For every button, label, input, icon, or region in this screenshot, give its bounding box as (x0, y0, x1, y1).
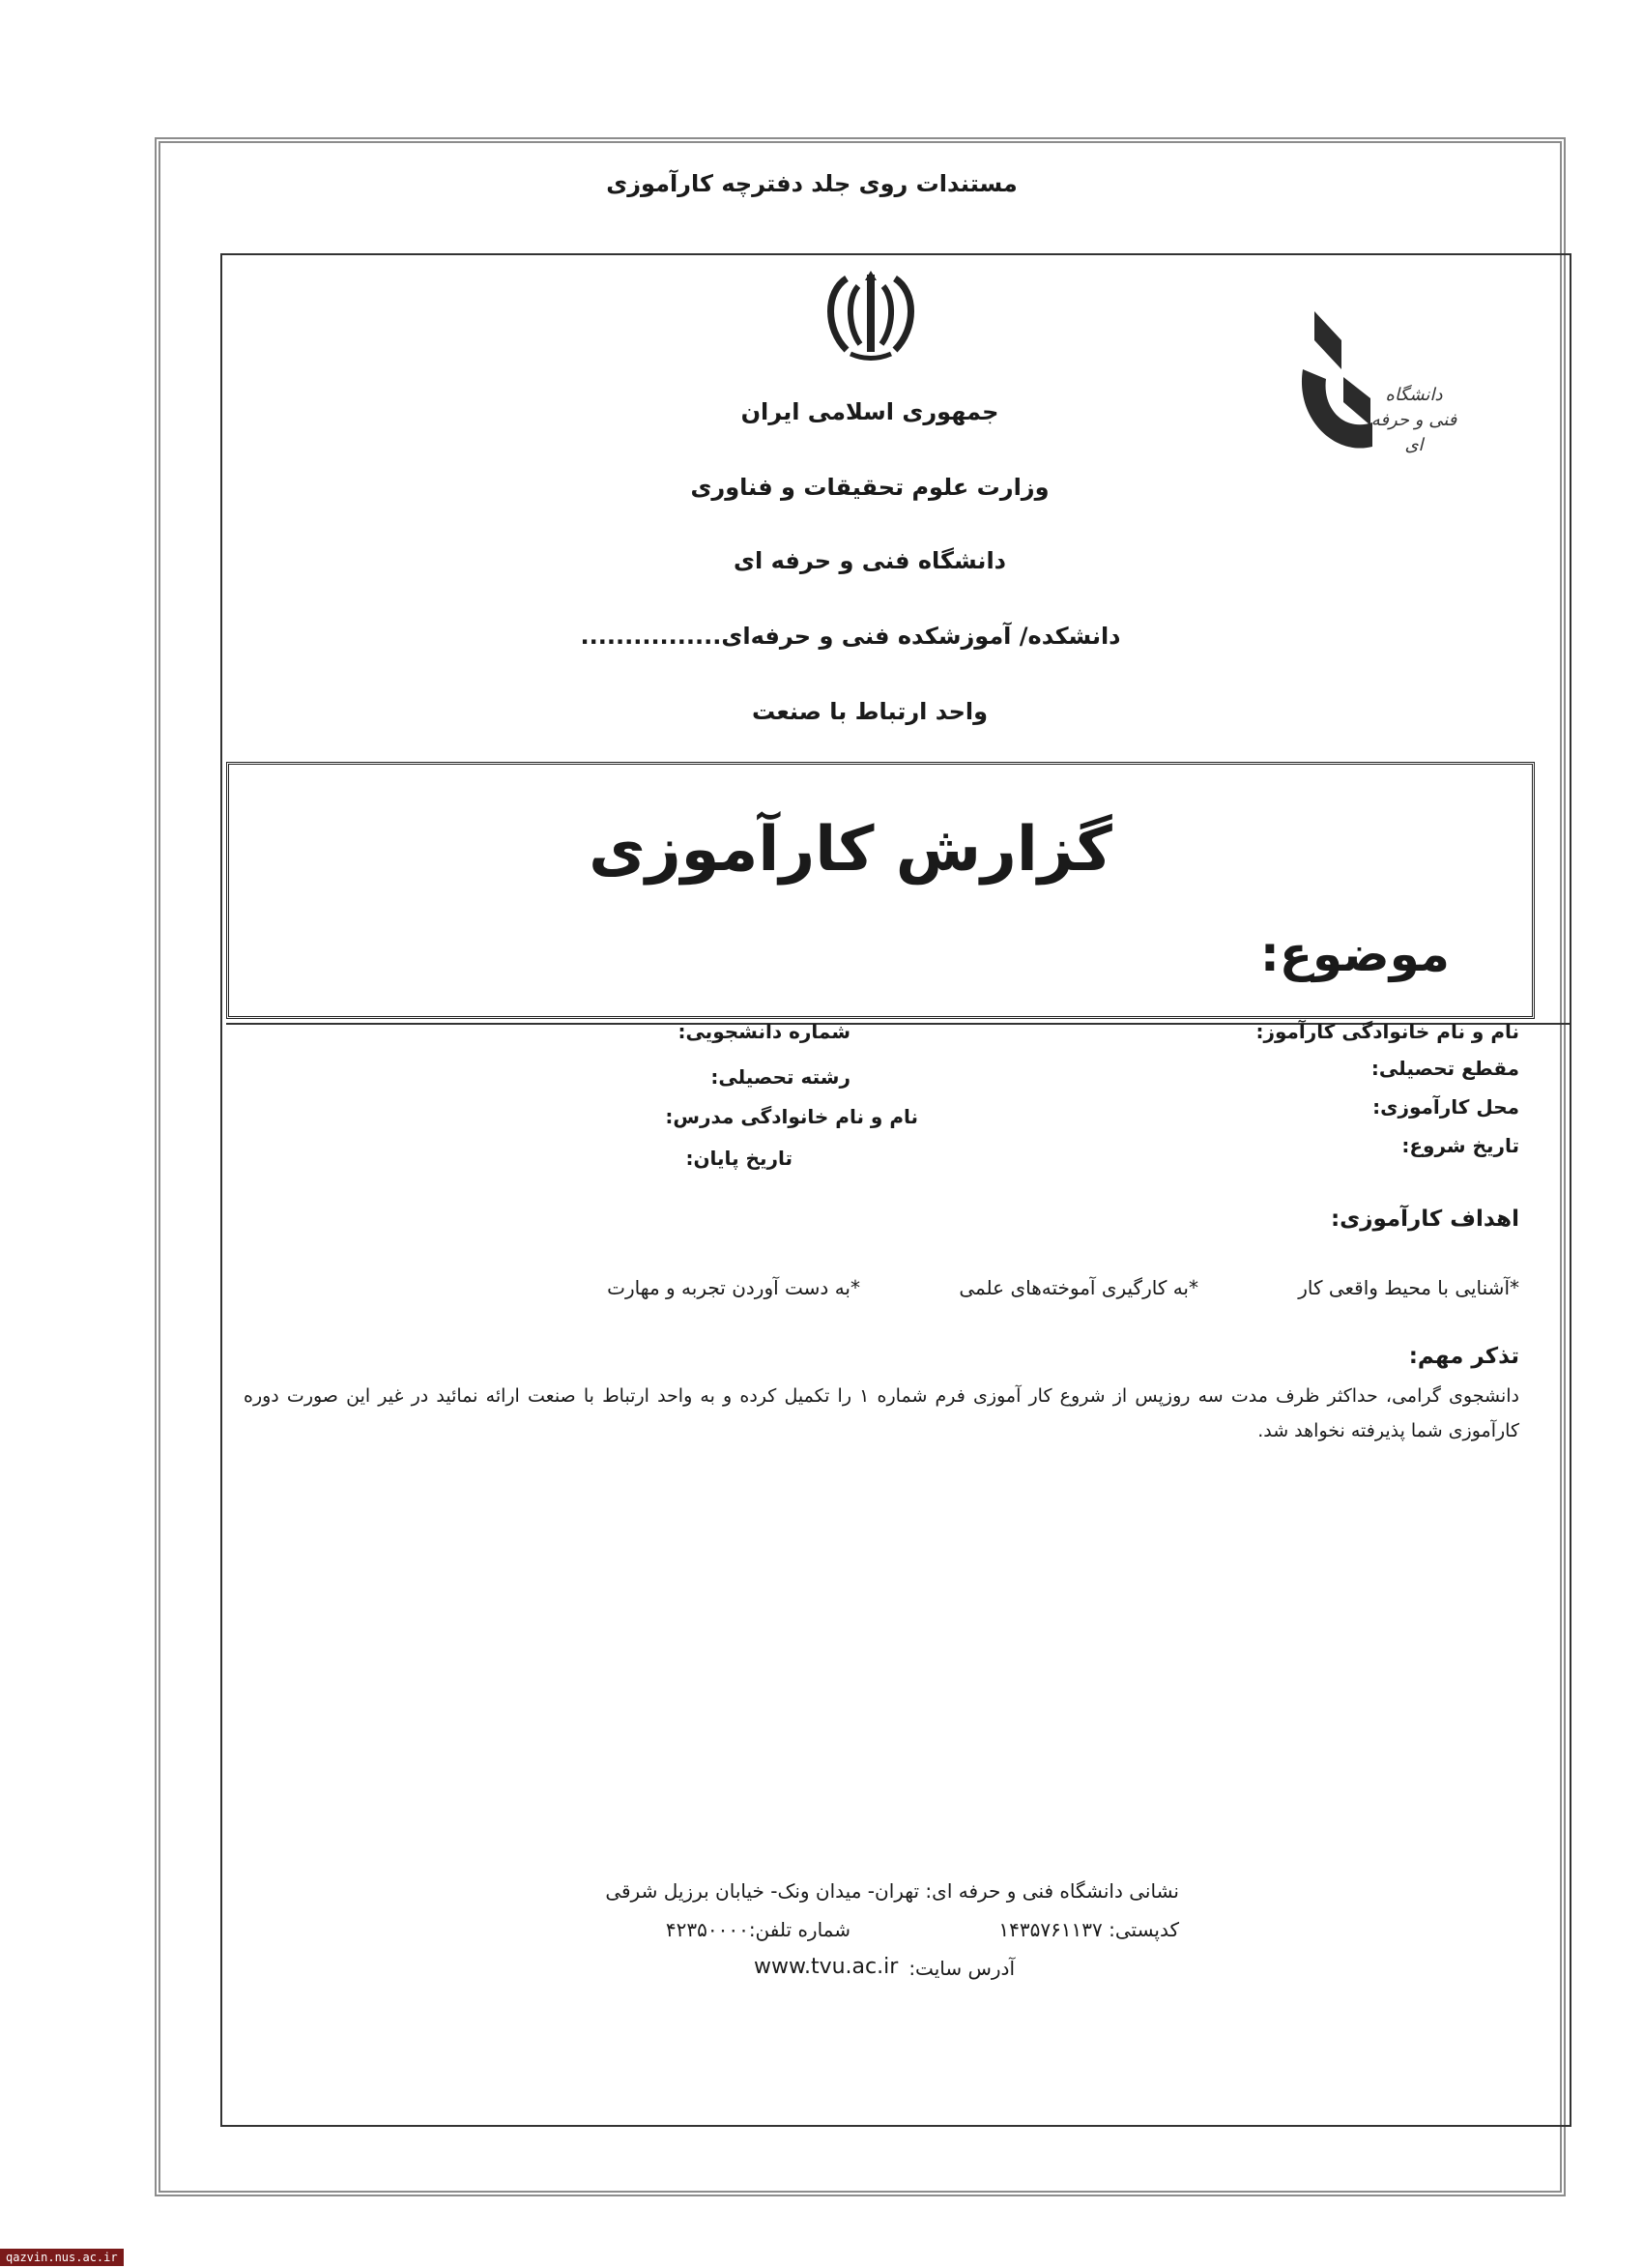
goal-item: *به کارگیری آموخته‌های علمی (959, 1276, 1198, 1299)
corner-source-tag: qazvin.nus.ac.ir (0, 2249, 124, 2266)
inner-frame (220, 253, 1571, 2127)
university-logo-text: دانشگاه فنی و حرفه ای (1370, 385, 1457, 455)
org-line-4: دانشکده/ آموزشکده فنی و حرفه‌ای................ (580, 623, 1121, 650)
footer-phone: شماره تلفن:۴۲۳۵۰۰۰۰ (665, 1918, 850, 1941)
national-emblem-icon (818, 267, 924, 363)
goals-heading: اهداف کارآموزی: (1330, 1207, 1519, 1232)
org-line-3: دانشگاه فنی و حرفه ای (734, 547, 1006, 574)
field-internship-place: محل کارآموزی: (1372, 1095, 1519, 1119)
field-end-date: تاریخ پایان: (685, 1147, 793, 1170)
footer-site-label: آدرس سایت: (908, 1957, 1015, 1980)
footer-address: نشانی دانشگاه فنی و حرفه ای: تهران- میدان ونک- خیابان برزیل شرقی (605, 1879, 1179, 1903)
footer-postal-code: کدپستی: ۱۴۳۵۷۶۱۱۳۷ (998, 1918, 1179, 1941)
field-major: رشته تحصیلی: (710, 1065, 850, 1089)
note-text: دانشجوی گرامی، حداکثر ظرف مدت سه روزپس از شروع کار آموزی فرم شماره ۱ را تکمیل کرده و به واحد ارتباط با صنعت ارائه نمائید در غیر این صورت دوره کارآموزی شما پذیرفته نخواهد شد. (244, 1385, 1519, 1441)
org-line-2: وزارت علوم تحقیقات و فناوری (690, 474, 1050, 501)
report-title: گزارش کارآموزی (589, 814, 1112, 886)
footer-site-url[interactable]: www.tvu.ac.ir (754, 1955, 899, 1979)
field-instructor-name: نام و نام خانوادگی مدرس: (665, 1105, 918, 1128)
goal-item: *آشنایی با محیط واقعی کار (1298, 1276, 1519, 1299)
org-line-5: واحد ارتباط با صنعت (751, 698, 989, 725)
field-trainee-name: نام و نام خانوادگی کارآموز: (1255, 1020, 1519, 1043)
field-student-number: شماره دانشجویی: (677, 1020, 850, 1043)
note-heading: تذکر مهم: (1408, 1344, 1519, 1369)
university-logo-icon (1295, 302, 1382, 476)
field-degree: مقطع تحصیلی: (1370, 1057, 1519, 1080)
goal-item: *به دست آوردن تجربه و مهارت (607, 1276, 860, 1299)
field-start-date: تاریخ شروع: (1401, 1134, 1519, 1157)
page-header-title: مستندات روی جلد دفترچه کارآموزی (606, 170, 1018, 197)
subject-label: موضوع: (1259, 926, 1450, 982)
org-line-1: جمهوری اسلامی ایران (740, 398, 999, 425)
